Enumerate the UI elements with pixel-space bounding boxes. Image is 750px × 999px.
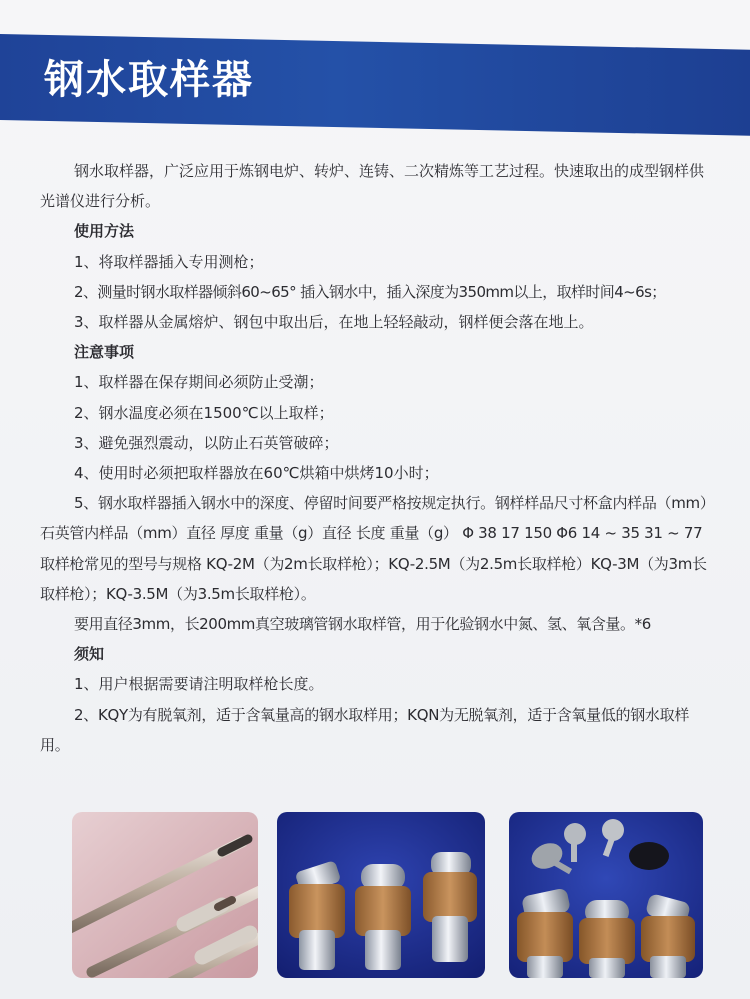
- must-know-item: 1、用户根据需要请注明取样枪长度。: [74, 675, 324, 694]
- product-photos: [0, 812, 750, 982]
- note-item: 3、避免强烈震动，以防止石英管破碎；: [74, 433, 339, 452]
- notes-heading: 注意事项: [74, 343, 135, 362]
- usage-item: 3、取样器从金属熔炉、钢包中取出后，在地上轻轻敲动，钢样便会落在地上。: [74, 313, 594, 332]
- usage-item: 2、测量时钢水取样器倾斜60~65° 插入钢水中，插入深度为350mm以上，取样时间4~6s；: [74, 282, 666, 301]
- photo-samplers-blue: [277, 812, 485, 978]
- glass-tube-note: 要用直径3mm，长200mm真空玻璃管钢水取样管，用于化验钢水中氮、氢、氧含量。*6: [74, 615, 651, 634]
- photo-sampler-lances: [72, 812, 258, 978]
- page-title: 钢水取样器: [44, 57, 254, 103]
- must-know-item: 2、KQY为有脱氧剂，适于含氧量高的钢水取样用；KQN为无脱氧剂，适于含氧量低的钢水取样用。: [40, 705, 690, 754]
- note-item: 1、取样器在保存期间必须防止受潮；: [74, 373, 324, 392]
- body-text: [40, 156, 712, 760]
- photo-samplers-and-samples: [509, 812, 703, 978]
- title-banner: [0, 34, 750, 136]
- note-item: 4、使用时必须把取样器放在60℃烘箱中烘烤10小时；: [74, 464, 439, 483]
- usage-item: 1、将取样器插入专用测枪；: [74, 252, 264, 271]
- must-know-heading: 须知: [74, 645, 105, 664]
- note-item: 2、钢水温度必须在1500℃以上取样；: [74, 403, 334, 422]
- note-item: 5、钢水取样器插入钢水中的深度、停留时间要严格按规定执行。钢样样品尺寸杯盒内样品（mm）石英管内样品（mm）直径 厚度 重量（g）直径 长度 重量（g） Φ 38 17 150 Φ6 14 ~ 35 31 ~ 77 取样枪常见的型号与规格 KQ-2M（为2m长取样枪）；KQ-2.5M（为2.5m长取样枪）KQ-3M（为3m长取样枪）；KQ-3.5M（为3.5m长取样枪）。: [40, 494, 708, 603]
- intro-paragraph: 钢水取样器，广泛应用于炼钢电炉、转炉、连铸、二次精炼等工艺过程。快速取出的成型钢样供光谱仪进行分析。: [40, 162, 705, 211]
- usage-heading: 使用方法: [74, 222, 135, 241]
